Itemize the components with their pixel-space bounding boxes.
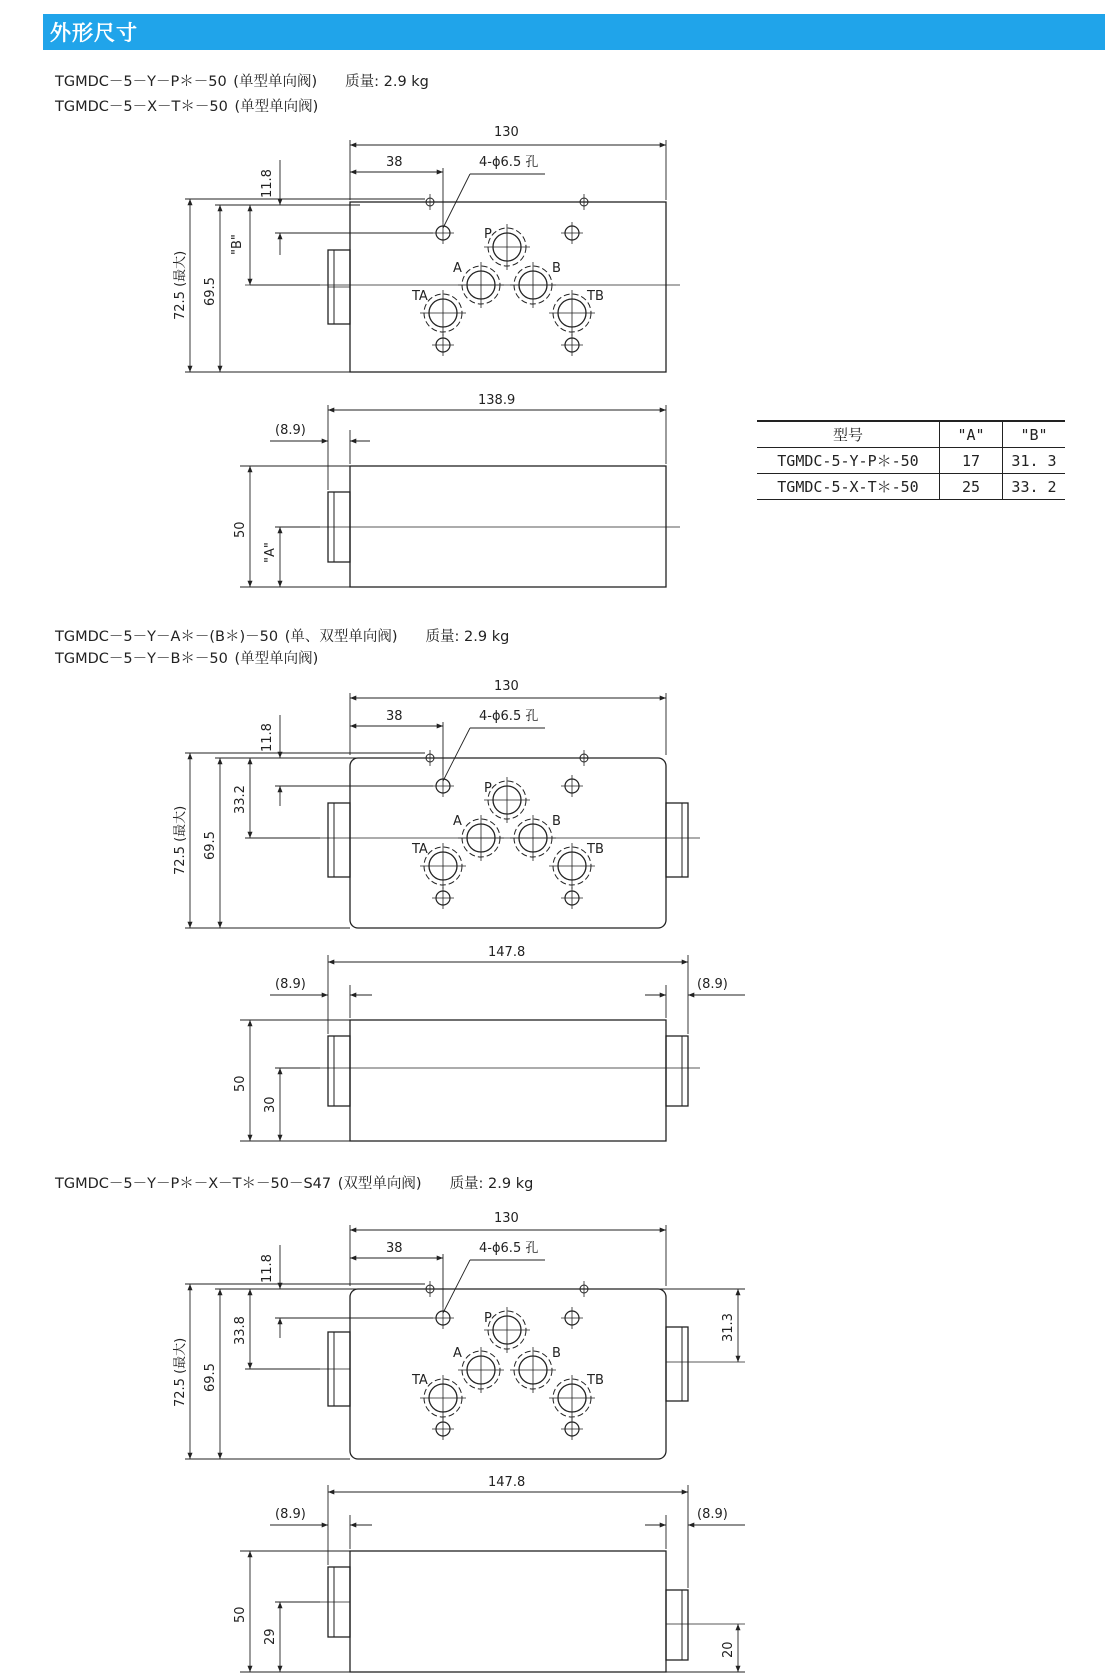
dim-b-right: 31.3 bbox=[721, 1313, 736, 1342]
cell-b: 33. 2 bbox=[1003, 474, 1066, 500]
dim-b: 33.8 bbox=[233, 1316, 248, 1345]
port-ta: TA bbox=[412, 842, 428, 857]
dim-hole-x: 38 bbox=[386, 709, 403, 724]
cell-model: TGMDC-5-X-T＊-50 bbox=[757, 474, 940, 500]
port-b: B bbox=[552, 814, 561, 829]
hole-spec: 4-ϕ6.5 孔 bbox=[479, 155, 539, 170]
dim-plug-right: (8.9) bbox=[697, 1507, 728, 1522]
port-p: P bbox=[484, 1311, 492, 1326]
col-b: "B" bbox=[1003, 421, 1066, 448]
cell-model: TGMDC-5-Y-P＊-50 bbox=[757, 448, 940, 474]
model: TGMDC－5－Y－P＊－50 bbox=[55, 74, 227, 90]
col-model: 型号 bbox=[757, 421, 940, 448]
dim-a: "A" bbox=[263, 542, 278, 563]
dim-a: 30 bbox=[263, 1096, 278, 1113]
port-tb: TB bbox=[587, 842, 604, 857]
model: TGMDC－5－Y－B＊－50 bbox=[55, 651, 228, 667]
dim-plug-left: (8.9) bbox=[275, 1507, 306, 1522]
port-p: P bbox=[484, 781, 492, 796]
dim-hole-x: 38 bbox=[386, 1241, 403, 1256]
dim-hole-y: 11.8 bbox=[260, 723, 275, 752]
port-a: A bbox=[453, 1346, 462, 1361]
weight: 质量: 2.9 kg bbox=[449, 1176, 534, 1192]
note: (单型单向阀) bbox=[233, 74, 318, 90]
dim-h1: 69.5 bbox=[203, 1363, 218, 1392]
port-tb: TB bbox=[587, 289, 604, 304]
dim-side-h: 50 bbox=[233, 521, 248, 538]
note: (单型单向阀) bbox=[234, 651, 319, 667]
port-ta: TA bbox=[412, 289, 428, 304]
dim-a: 29 bbox=[263, 1628, 278, 1645]
dim-h2: 72.5 (最大) bbox=[173, 1337, 188, 1407]
dim-side-width: 147.8 bbox=[488, 945, 526, 960]
dim-side-h: 50 bbox=[233, 1606, 248, 1623]
port-p: P bbox=[484, 227, 492, 242]
cell-b: 31. 3 bbox=[1003, 448, 1066, 474]
cell-a: 17 bbox=[940, 448, 1003, 474]
dim-b: 33.2 bbox=[233, 785, 248, 814]
dim-width: 130 bbox=[494, 125, 519, 140]
model: TGMDC－5－Y－P＊－X－T＊－50－S47 bbox=[55, 1176, 332, 1192]
dim-h1: 69.5 bbox=[203, 277, 218, 306]
dim-plug: (8.9) bbox=[275, 423, 306, 438]
dim-side-h: 50 bbox=[233, 1075, 248, 1092]
port-a: A bbox=[453, 261, 462, 276]
dim-side-width: 147.8 bbox=[488, 1475, 526, 1490]
hole-spec: 4-ϕ6.5 孔 bbox=[479, 1241, 539, 1256]
note: (双型单向阀) bbox=[337, 1176, 422, 1192]
port-b: B bbox=[552, 261, 561, 276]
dim-h2: 72.5 (最大) bbox=[173, 250, 188, 320]
dim-hole-y: 11.8 bbox=[260, 169, 275, 198]
port-ta: TA bbox=[412, 1373, 428, 1388]
model: TGMDC－5－X－T＊－50 bbox=[55, 99, 228, 115]
dim-plug-left: (8.9) bbox=[275, 977, 306, 992]
cell-a: 25 bbox=[940, 474, 1003, 500]
hole-spec: 4-ϕ6.5 孔 bbox=[479, 709, 539, 724]
dim-width: 130 bbox=[494, 1211, 519, 1226]
dim-plug-right: (8.9) bbox=[697, 977, 728, 992]
dim-a-right: 20 bbox=[721, 1641, 736, 1658]
col-a: "A" bbox=[940, 421, 1003, 448]
page-title: 外形尺寸 bbox=[50, 21, 138, 45]
dim-h2: 72.5 (最大) bbox=[173, 805, 188, 875]
note: (单、双型单向阀) bbox=[284, 629, 398, 645]
note: (单型单向阀) bbox=[234, 99, 319, 115]
port-b: B bbox=[552, 1346, 561, 1361]
weight: 质量: 2.9 kg bbox=[345, 74, 429, 90]
dim-side-width: 138.9 bbox=[478, 393, 516, 408]
model: TGMDC－5－Y－A＊－(B＊)－50 bbox=[55, 629, 279, 645]
dim-h1: 69.5 bbox=[203, 831, 218, 860]
dim-b: "B" bbox=[230, 234, 245, 255]
weight: 质量: 2.9 kg bbox=[425, 629, 510, 645]
dim-hole-y: 11.8 bbox=[260, 1254, 275, 1283]
dim-hole-x: 38 bbox=[386, 155, 403, 170]
dim-width: 130 bbox=[494, 679, 519, 694]
port-a: A bbox=[453, 814, 462, 829]
port-tb: TB bbox=[587, 1373, 604, 1388]
